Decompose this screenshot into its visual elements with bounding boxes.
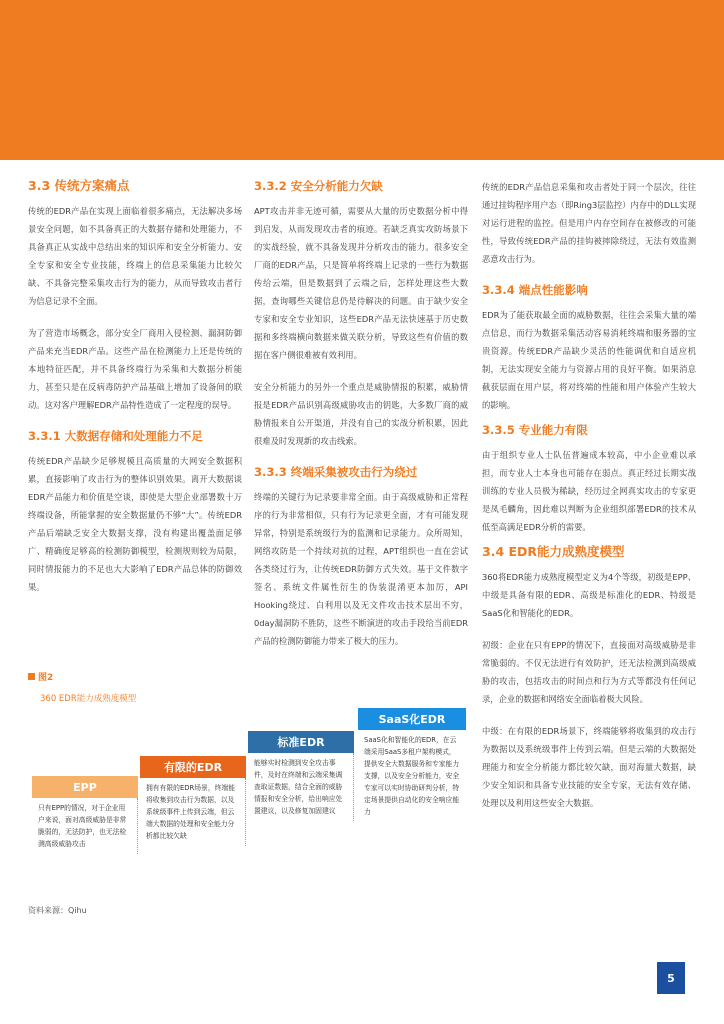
step-title: 标准EDR xyxy=(248,731,354,753)
paragraph: 传统的EDR产品信息采集和攻击者处于同一个层次，往往通过挂钩程序用户态（即Ring3层监控）内存中的DLL实现对运行进程的监控。但是用户内存空间存在被修改的可能性，导致传统EDR产品的挂钩被摔除绕过，无法有效监测恶意攻击行为。 xyxy=(482,182,696,264)
section-heading-3-3-4: 3.3.4 端点性能影响 xyxy=(482,283,588,297)
paragraph: 为了营造市场概念，部分安全厂商用入侵检测、漏洞防御产品来充当EDR产品。这些产品在检测能力上还是传统的本地特征匹配，并不具备终端行为采集和大数据分析能力，甚至只是在反病毒防护产品基础上增加了设备间的联动。这对客户理解EDR产品特性造成了一定程度的误导。 xyxy=(28,328,242,410)
paragraph: EDR为了能获取最全面的威胁数据，往往会采集大量的端点信息，而行为数据采集活动容易消耗终端和服务器的宝贵资源。传统EDR产品缺少灵活的性能调优和自适应机制，无法实现安全能力与资源占用的良好平衡。如果消息截获层面在用户层，将对终端的性能和用户体验产生较大的影响。 xyxy=(482,310,696,410)
header-banner xyxy=(0,0,724,160)
paragraph: 由于组织专业人士队伍普遍成本较高，中小企业难以承担，而专业人士本身也可能存在弱点。真正经过长期实战训练的专业人员极为稀缺，经历过全网真实攻击的专家更是凤毛麟角，因此难以判断为企业组织部署EDR的技术从低至高满足EDR分析的需要。 xyxy=(482,450,696,532)
step-title: EPP xyxy=(32,776,138,798)
column-left xyxy=(28,178,242,596)
step-description: 只有EPP的情况，对于企业用户来说，面对高级威胁是非常脆弱的，无法防护，也无法检测高级威胁攻击 xyxy=(32,798,138,854)
maturity-step-standard-edr xyxy=(248,731,354,821)
section-heading-3-3-3: 3.3.3 终端采集被攻击行为绕过 xyxy=(254,465,418,479)
figure-number: 图2 xyxy=(38,673,54,683)
square-icon xyxy=(28,673,35,680)
column-right xyxy=(482,178,696,812)
column-middle xyxy=(254,178,468,650)
step-title: 有限的EDR xyxy=(140,756,246,778)
section-heading-3-3: 3.3 传统方案痛点 xyxy=(28,178,130,193)
figure-label xyxy=(28,670,53,683)
paragraph: 安全分析能力的另外一个重点是威胁情报的积累，威胁情报是EDR产品识别高级威胁攻击的钥匙，大多数厂商的威胁情报来自公开渠道，并没有自己的实战分析积累，因此很难及时发现新的攻击线索。 xyxy=(254,382,468,446)
maturity-step-epp xyxy=(32,776,138,854)
step-description: 能够实时检测到安全攻击事件，及时在终端和云端采集调查取证数据，结合全面的威胁情报和安全分析，给出响应处置建议，以及修复加固建议 xyxy=(248,753,354,821)
section-heading-3-3-5: 3.3.5 专业能力有限 xyxy=(482,423,588,437)
paragraph: APT攻击并非无迹可循，需要从大量的历史数据分析中得到启发，从而发现攻击者的痕迹。若缺乏真实攻防场景下的实战经验，就不具备发现并分析攻击的能力。很多安全厂商的EDR产品，只是简单将终端上记录的一些行为数据传给云端，但是数据到了云端之后，怎样处理这些大数据，查询哪些关键信息仍是待解决的问题。由于缺少安全专家和安全专业知识，这些EDR产品无法快速基于历史数据和多终端横向数据来做关联分析，导致这些有价值的数据在客户侧很难被有效利用。 xyxy=(254,206,468,360)
section-heading-3-3-2: 3.3.2 安全分析能力欠缺 xyxy=(254,179,383,193)
step-title: SaaS化EDR xyxy=(358,708,466,730)
section-heading-3-3-1: 3.3.1 大数据存储和处理能力不足 xyxy=(28,429,203,443)
figure-title: 360 EDR能力成熟度模型 xyxy=(40,694,137,704)
paragraph: 传统的EDR产品在实现上面临着很多痛点，无法解决多场景安全问题，如不具备真正的大数据存储和处理能力，不具备真正从实战中总结出来的知识库和安全分析能力、安全专家和安全专业技能，终端上的信息采集能力比较欠缺、不具备完整采集攻击行为的能力，从而导致攻击者行为信息记录不全面。 xyxy=(28,206,242,306)
paragraph: 终端的关键行为记录要非常全面。由于高级威胁和正常程序的行为非常相似，只有行为记录更全面，才有可能发现异常，特别是系统级行为的监测和记录能力。众所周知，网络攻防是一个持续对抗的过程，APT组织也一直在尝试各类绕过行为，让传统EDR防御方式失效。基于文件数字签名、系统文件属性衍生的伪装混淆更本加厉，API Hooking绕过、白利用以及无文件攻击技术层出不穷，0day漏洞防不胜防，这些不断演进的攻击手段给当前EDR产品的检测防御能力带来了极大的压力。 xyxy=(254,492,468,646)
maturity-step-limited-edr xyxy=(140,756,246,846)
maturity-step-saas-edr xyxy=(358,708,466,822)
paragraph: 360将EDR能力成熟度模型定义为4个等级，初级是EPP、中级是具备有限的EDR、高级是标准化的EDR、特级是SaaS化和智能化的EDR。 xyxy=(482,572,696,618)
section-heading-3-4: 3.4 EDR能力成熟度模型 xyxy=(482,544,625,559)
figure-source: 资料来源：Qihu xyxy=(28,906,87,915)
step-description: 拥有有限的EDR场景，终端能将收集到攻击行为数据，以及系统级事件上传到云端，但云端大数据的处理和安全能力分析都比较欠缺 xyxy=(140,778,246,846)
paragraph: 中级：在有限的EDR场景下，终端能够将收集到的攻击行为数据以及系统级事件上传到云端。但是云端的大数据处理能力和安全分析能力都比较欠缺，面对海量大数据，缺少安全知识和具备专业技能的安全专家，无法有效存储、处理以及利用这些安全大数据。 xyxy=(482,726,696,808)
page-number: 5 xyxy=(657,962,685,994)
step-description: SaaS化和智能化的EDR，在云端采用SaaS多租户架构模式，提供安全大数据服务和专家能力支撑，以及安全分析能力，安全专家可以实时协助研判分析，特定场景提供自动化的安全响应能力 xyxy=(364,736,460,816)
maturity-model-figure xyxy=(28,670,468,880)
paragraph: 初级：企业在只有EPP的情况下，直接面对高级威胁是非常脆弱的。不仅无法进行有效防护，还无法检测到高级威胁的攻击，包括攻击的时间点和行为方式等都没有任何记录，企业的数据和网络安全面临着极大风险。 xyxy=(482,640,696,704)
paragraph: 传统EDR产品缺少足够规模且高质量的大网安全数据积累，直接影响了攻击行为的整体识别效果。离开大数据谈EDR产品能力和价值是空谈，即使是大型企业部署数十万终端设备，所能掌握的安全数据量仍不够“大”。传统EDR产品后端缺乏安全大数据支撑，没有构建出覆盖面足够广、精确度足够高的检测防御模型，检测规则较为局限，同时情报能力的不足也大大影响了EDR产品总体的防御效果。 xyxy=(28,456,242,592)
